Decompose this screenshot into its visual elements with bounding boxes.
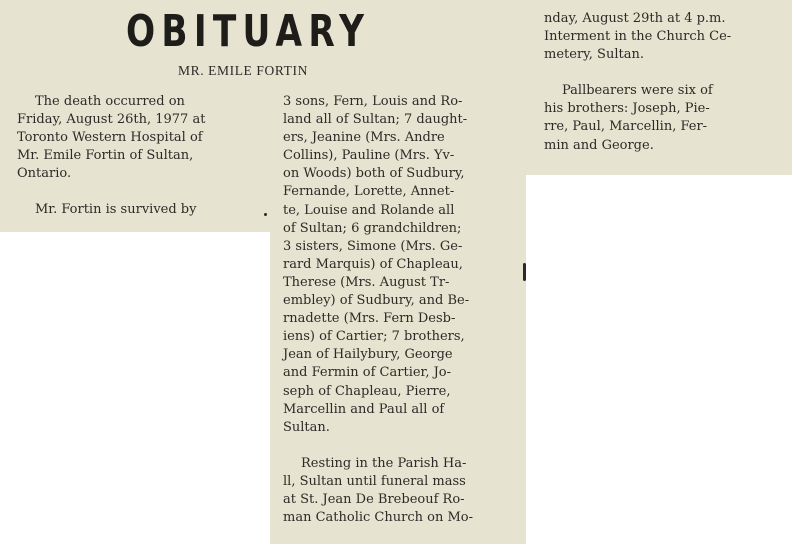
text-line: of Sultan; 6 grandchildren; [283,220,462,236]
text-column-2 [283,93,473,527]
text-line: min and George. [544,137,654,153]
text-line: rnadette (Mrs. Fern Desb- [283,311,456,327]
text-line: ers, Jeanine (Mrs. Andre [283,130,445,146]
text-line: Marcellin and Paul all of [283,401,445,417]
text-line: 3 sons, Fern, Louis and Ro- [283,94,463,109]
text-column-1 [17,93,205,220]
text-line: his brothers: Joseph, Pie- [544,101,710,117]
text-line: rre, Paul, Marcellin, Fer- [544,119,708,135]
text-line: Toronto Western Hospital of [17,130,203,146]
text-line: Therese (Mrs. August Tr- [283,274,450,290]
text-line: iens) of Cartier; 7 brothers, [283,329,465,345]
text-line: rard Marquis) of Chapleau, [283,256,463,272]
text-line: Sultan. [283,419,330,435]
text-line: te, Louise and Rolande all [283,202,455,218]
text-line: Interment in the Church Ce- [544,29,732,45]
text-line: land all of Sultan; 7 daught- [283,112,468,128]
text-line: Fernande, Lorette, Annet- [283,184,455,200]
text-line: on Woods) both of Sudbury, [283,166,465,182]
text-line: man Catholic Church on Mo- [283,510,473,526]
text-line: Ontario. [17,166,72,182]
paragraph-death-notice [17,93,205,183]
text-line: ll, Sultan until funeral mass [283,473,466,489]
text-line: The death occurred on [35,94,185,109]
paragraph-pallbearers [544,82,731,154]
text-column-3 [544,10,731,155]
text-line: and Fermin of Cartier, Jo- [283,365,452,381]
paragraph-survivors-intro [17,201,205,219]
print-speck [523,263,526,281]
text-line: Friday, August 26th, 1977 at [17,112,206,128]
text-line: Pallbearers were six of [562,83,713,99]
text-line: Mr. Emile Fortin of Sultan, [17,148,194,164]
text-line: metery, Sultan. [544,47,644,63]
text-line: 3 sisters, Simone (Mrs. Ge- [283,238,463,254]
text-line: embley) of Sudbury, and Be- [283,293,470,309]
paragraph-interment [544,10,731,64]
text-line: at St. Jean De Brebeouf Ro- [283,491,465,507]
text-line: Jean of Hailybury, George [283,347,453,363]
text-line: Mr. Fortin is survived by [35,202,197,218]
text-line: nday, August 29th at 4 p.m. [544,11,726,26]
obituary-masthead: OBITUARY [126,6,371,57]
deceased-name-heading: MR. EMILE FORTIN [178,63,308,78]
paragraph-survivors-list [283,93,473,437]
text-line: Collins), Pauline (Mrs. Yv- [283,148,455,164]
text-line: Resting in the Parish Ha- [301,455,467,471]
text-line: seph of Chapleau, Pierre, [283,383,451,399]
print-speck [264,213,267,216]
paragraph-funeral-arrangements [283,455,473,527]
